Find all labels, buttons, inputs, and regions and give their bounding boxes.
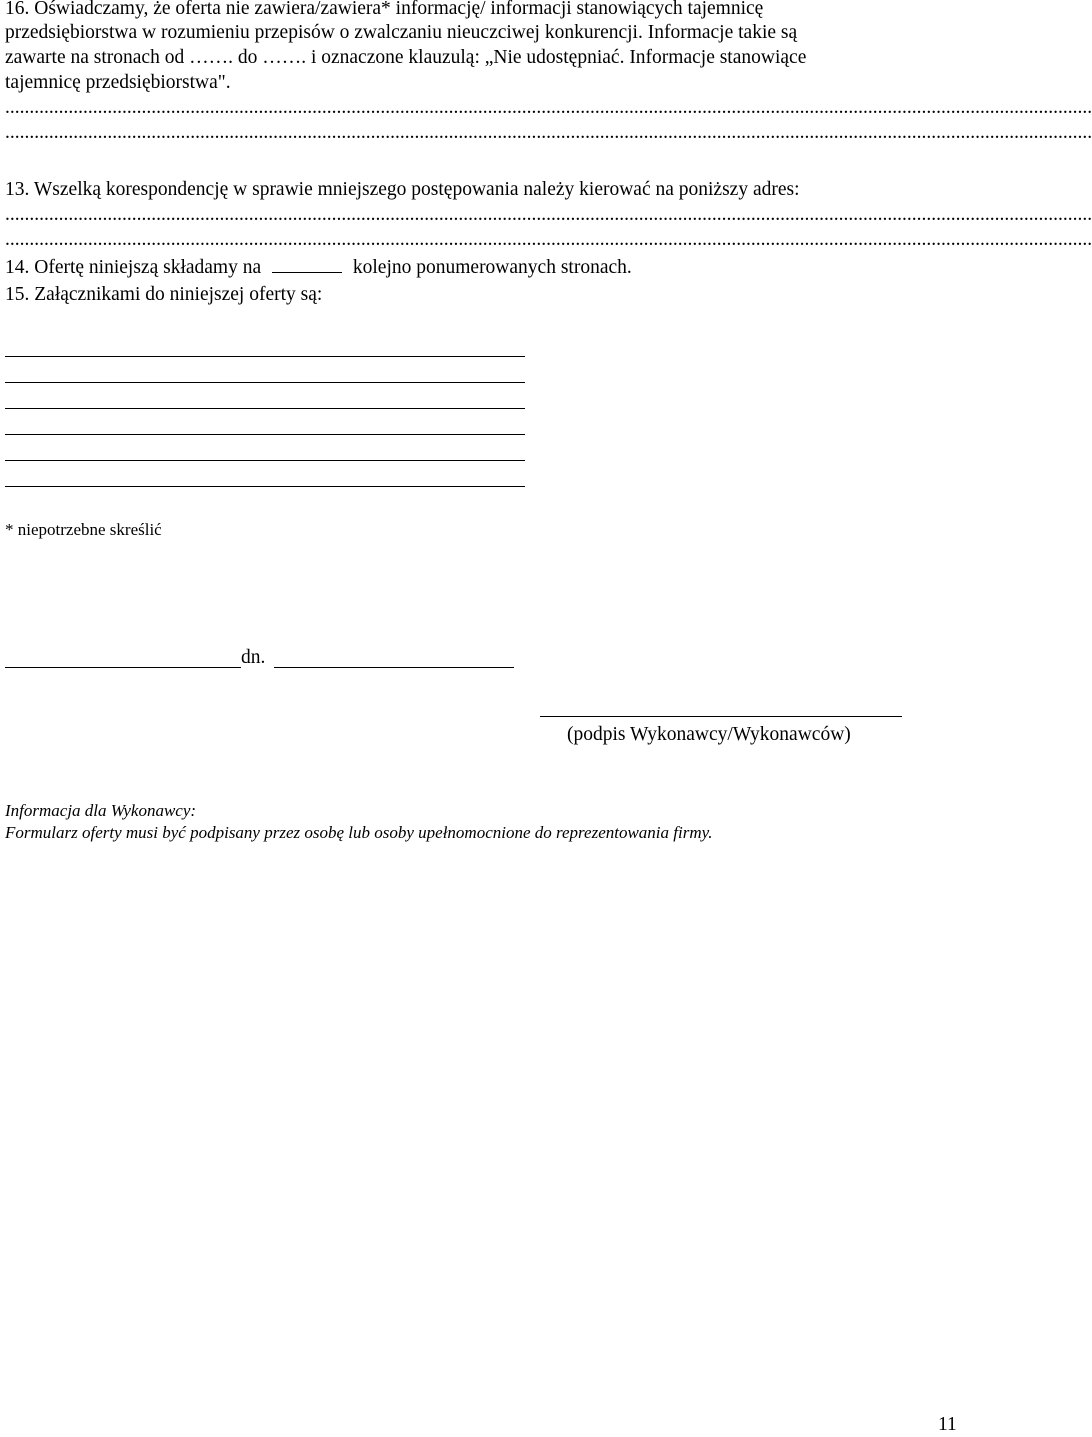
attachment-line-2[interactable] [5,382,525,383]
item13-dotted-line-1: ............................................................................................................................................................................................................................... [5,204,1092,225]
item16-line2: przedsiębiorstwa w rozumieniu przepisów o zwalczaniu nieuczciwej konkurencji. Informacje takie są [5,22,798,43]
attachment-line-3[interactable] [5,408,525,409]
info-title: Informacja dla Wykonawcy: [5,801,197,820]
item16-line4: tajemnicę przedsiębiorstwa". [5,72,231,93]
attachment-line-1[interactable] [5,356,525,357]
signature-line[interactable] [540,716,902,717]
item16-line3: zawarte na stronach od ……. do ……. i oznaczone klauzulą: „Nie udostępniać. Informacje stanowiące [5,47,807,68]
date-label: dn. [241,647,266,668]
item13-text: 13. Wszelką korespondencję w sprawie mniejszego postępowania należy kierować na poniższy adres: [5,179,800,200]
item13-dotted-line-2: ............................................................................................................................................................................................................................... [5,229,1092,250]
item14-line [5,256,632,280]
item14-text-after: kolejno ponumerowanych stronach. [352,257,632,278]
page-count-blank[interactable] [272,271,342,273]
footnote: * niepotrzebne skreślić [5,520,162,539]
item14-text-before: 14. Ofertę niniejszą składamy na [5,257,262,278]
item16-line1: 16. Oświadczamy, że oferta nie zawiera/zawiera* informację/ informacji stanowiących tajemnicę [5,0,764,19]
signature-caption: (podpis Wykonawcy/Wykonawców) [567,724,851,745]
attachment-line-5[interactable] [5,460,525,461]
page-number: 11 [938,1414,957,1435]
item15-text: 15. Załącznikami do niniejszej oferty są: [5,284,323,305]
date-blank[interactable] [274,667,514,668]
info-body: Formularz oferty musi być podpisany przez osobę lub osoby upełnomocnione do reprezentowania firmy. [5,823,713,842]
attachment-line-6[interactable] [5,486,525,487]
attachment-line-4[interactable] [5,434,525,435]
item16-dotted-line-1: ............................................................................................................................................................................................................................... [5,97,1092,118]
place-blank[interactable] [5,667,241,668]
item16-dotted-line-2: ............................................................................................................................................................................................................................... [5,122,1092,143]
